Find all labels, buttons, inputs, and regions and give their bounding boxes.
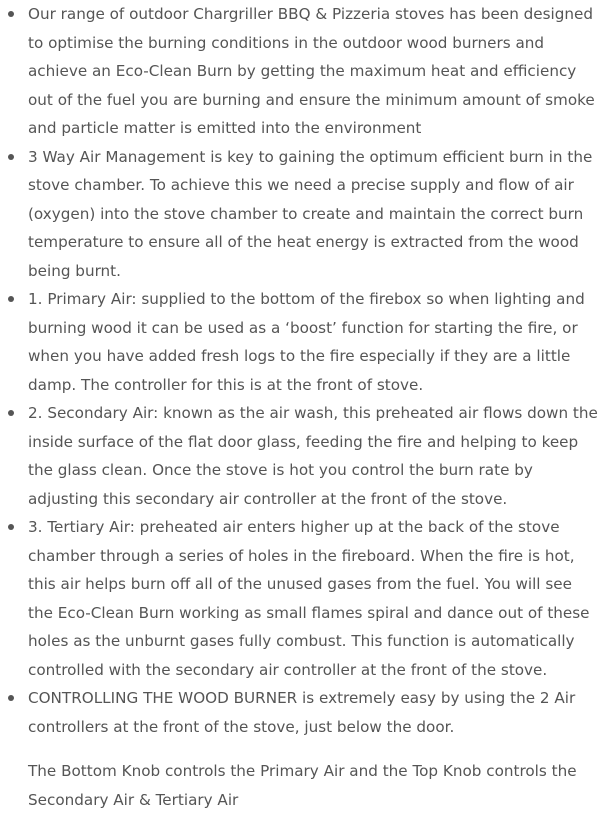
bullet-icon — [8, 524, 14, 530]
list-item — [0, 143, 604, 286]
bullet-icon — [8, 154, 14, 160]
knob-note-paragraph: The Bottom Knob controls the Primary Air and the Top Knob controls the Secondary Air & Tertiary Air — [28, 762, 577, 809]
list-item-text: 3 Way Air Management is key to gaining the optimum efficient burn in the stove chamber. To achieve this we need a precise supply and flow of air (oxygen) into the stove chamber to create and maintain the correct burn temperature to ensure all of the heat energy is extracted from the wood being burnt. — [28, 147, 593, 280]
bullet-icon — [8, 296, 14, 302]
list-item-text: Our range of outdoor Chargriller BBQ & Pizzeria stoves has been designed to optimise the burning conditions in the outdoor wood burners and achieve an Eco-Clean Burn by getting the maximum heat and efficiency out of the fuel you are burning and ensure the minimum amount of smoke and particle matter is emitted into the environment — [28, 5, 595, 137]
bullet-icon — [8, 410, 14, 416]
bullet-icon — [8, 695, 14, 701]
list-item — [0, 285, 604, 399]
list-item — [0, 0, 604, 143]
list-item — [0, 513, 604, 684]
bullet-icon — [8, 11, 14, 17]
list-item — [0, 684, 604, 741]
list-item-text: 1. Primary Air: supplied to the bottom of the firebox so when lighting and burning wood it can be used as a ‘boost’ function for starting the fire, or when you have added fresh logs to the fire especially if they are a little damp. The controller for this is at the front of stove. — [28, 290, 585, 394]
list-item-text: 3. Tertiary Air: preheated air enters higher up at the back of the stove chamber through a series of holes in the fireboard. When the fire is hot, this air helps burn off all of the unused gases from the fuel. You will see the Eco-Clean Burn working as small flames spiral and dance out of these holes as the unburnt gases fully combust. This function is automatically controlled with the secondary air controller at the front of the stove. — [28, 518, 590, 679]
list-item-text: CONTROLLING THE WOOD BURNER is extremely easy by using the 2 Air controllers at the front of the stove, just below the door. — [28, 689, 576, 736]
list-item — [0, 399, 604, 513]
list-item-text: 2. Secondary Air: known as the air wash, this preheated air flows down the inside surface of the flat door glass, feeding the fire and helping to keep the glass clean. Once the stove is hot you control the burn rate by adjusting this secondary air controller at the front of the stove. — [28, 404, 598, 508]
